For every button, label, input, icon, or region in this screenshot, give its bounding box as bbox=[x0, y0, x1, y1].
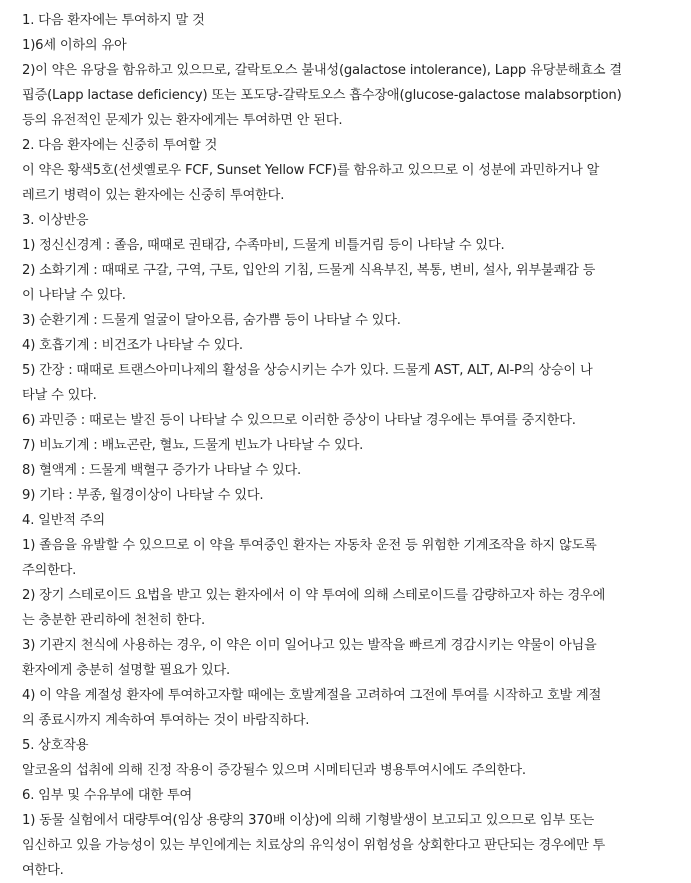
section-heading-interactions: 5. 상호작용 bbox=[22, 738, 89, 753]
text-line: 2) 소화기계 : 때때로 구갈, 구역, 구토, 입안의 기침, 드물게 식욕부진, 복통, 변비, 설사, 위부불쾌감 등 bbox=[22, 263, 596, 278]
text-line: 5) 간장 : 때때로 트랜스아미나제의 활성을 상승시키는 수가 있다. 드물게 AST, ALT, Al-P의 상승이 나 bbox=[22, 363, 593, 378]
text-line: 타날 수 있다. bbox=[22, 388, 97, 403]
text-line: 이 약은 황색5호(선셋옐로우 FCF, Sunset Yellow FCF)를 함유하고 있으므로 이 성분에 과민하거나 알 bbox=[22, 163, 600, 178]
text-line: 는 충분한 관리하에 천천히 한다. bbox=[22, 613, 205, 628]
section-heading-contraindications: 1. 다음 환자에는 투여하지 말 것 bbox=[22, 13, 205, 28]
text-line: 주의한다. bbox=[22, 563, 77, 578]
text-line: 7) 비뇨기계 : 배뇨곤란, 혈뇨, 드물게 빈뇨가 나타날 수 있다. bbox=[22, 438, 364, 453]
text-line: 임신하고 있을 가능성이 있는 부인에게는 치료상의 유익성이 위험성을 상회한다고 판단되는 경우에만 투 bbox=[22, 838, 606, 853]
text-line: 2)이 약은 유당을 함유하고 있으므로, 갈락토오스 불내성(galactose intolerance), Lapp 유당분해효소 결 bbox=[22, 63, 622, 78]
text-line: 3) 기관지 천식에 사용하는 경우, 이 약은 이미 일어나고 있는 발작을 빠르게 경감시키는 약물이 아님을 bbox=[22, 638, 597, 653]
text-line: 8) 혈액계 : 드물게 백혈구 증가가 나타날 수 있다. bbox=[22, 463, 302, 478]
text-line: 1) 졸음을 유발할 수 있으므로 이 약을 투여중인 환자는 자동차 운전 등 위험한 기계조작을 하지 않도록 bbox=[22, 538, 597, 553]
section-heading-pregnancy-lactation: 6. 임부 및 수유부에 대한 투여 bbox=[22, 788, 193, 803]
text-line: 알코올의 섭취에 의해 진정 작용이 증강될수 있으며 시메티딘과 병용투여시에도 주의한다. bbox=[22, 763, 526, 778]
text-line: 3) 순환기계 : 드물게 얼굴이 달아오름, 숨가쁨 등이 나타날 수 있다. bbox=[22, 313, 401, 328]
text-line: 핍증(Lapp lactase deficiency) 또는 포도당-갈락토오스 흡수장애(glucose-galactose malabsorption) bbox=[22, 88, 622, 103]
text-line: 레르기 병력이 있는 환자에는 신중히 투여한다. bbox=[22, 188, 285, 203]
text-line: 여한다. bbox=[22, 863, 64, 878]
section-heading-adverse-reactions: 3. 이상반응 bbox=[22, 213, 89, 228]
text-line: 1) 동물 실험에서 대량투여(임상 용량의 370배 이상)에 의해 기형발생이 보고되고 있으므로 임부 또는 bbox=[22, 813, 594, 828]
text-line: 2) 장기 스테로이드 요법을 받고 있는 환자에서 이 약 투여에 의해 스테로이드를 감량하고자 하는 경우에 bbox=[22, 588, 606, 603]
text-line: 환자에게 충분히 설명할 필요가 있다. bbox=[22, 663, 231, 678]
text-line: 1) 정신신경계 : 졸음, 때때로 권태감, 수족마비, 드물게 비틀거림 등이 나타날 수 있다. bbox=[22, 238, 505, 253]
text-line: 1)6세 이하의 유아 bbox=[22, 38, 127, 53]
text-line: 의 종료시까지 계속하여 투여하는 것이 바람직하다. bbox=[22, 713, 310, 728]
section-heading-general-precautions: 4. 일반적 주의 bbox=[22, 513, 105, 528]
text-line: 6) 과민증 : 때로는 발진 등이 나타날 수 있으므로 이러한 증상이 나타날 경우에는 투여를 중지한다. bbox=[22, 413, 576, 428]
text-line: 이 나타날 수 있다. bbox=[22, 288, 126, 303]
text-line: 9) 기타 : 부종, 월경이상이 나타날 수 있다. bbox=[22, 488, 264, 503]
text-line: 등의 유전적인 문제가 있는 환자에게는 투여하면 안 된다. bbox=[22, 113, 343, 128]
section-heading-careful-administration: 2. 다음 환자에는 신중히 투여할 것 bbox=[22, 138, 218, 153]
text-line: 4) 호흡기계 : 비건조가 나타날 수 있다. bbox=[22, 338, 243, 353]
text-line: 4) 이 약을 계절성 환자에 투여하고자할 때에는 호발계절을 고려하여 그전에 투여를 시작하고 호발 계절 bbox=[22, 688, 602, 703]
